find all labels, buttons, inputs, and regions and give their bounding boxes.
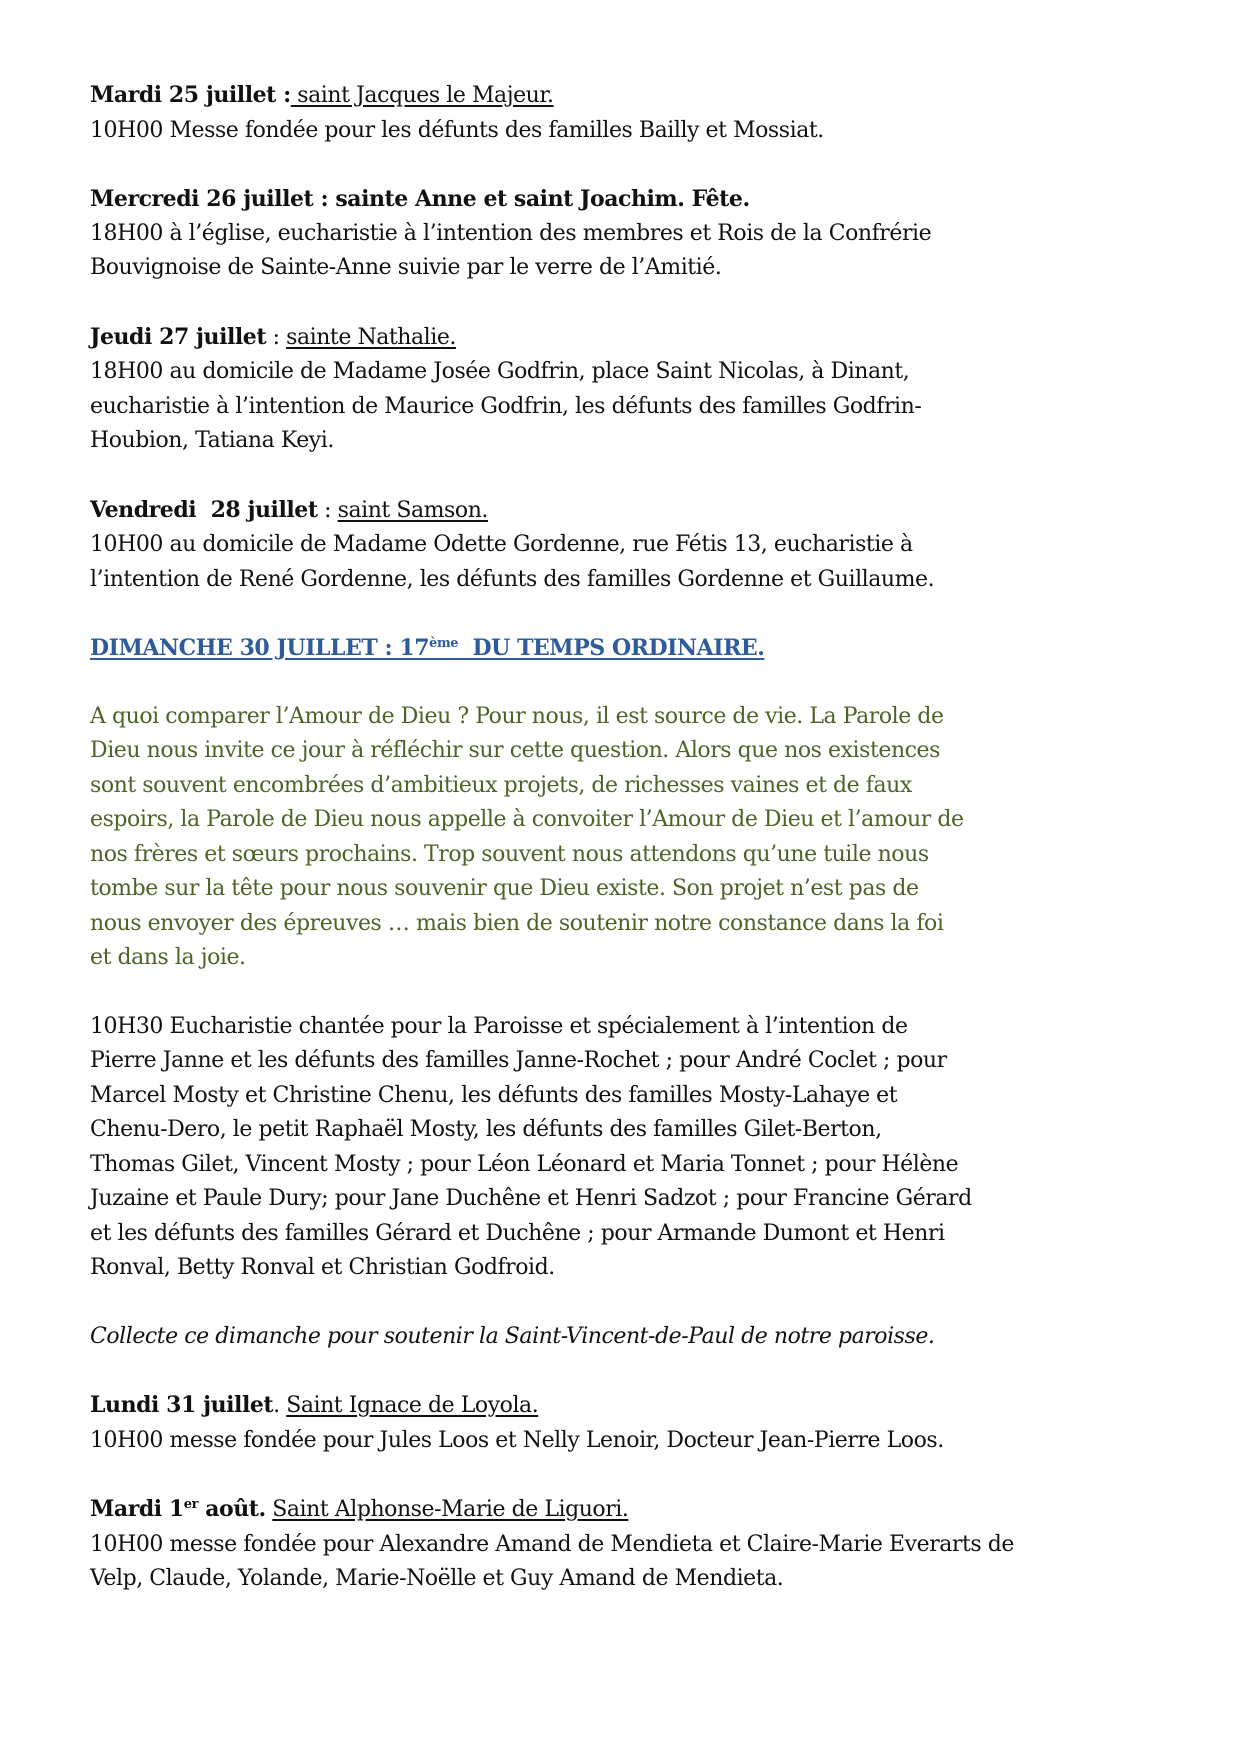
entry-saint: Saint Alphonse-Marie de Liguori. (272, 1497, 629, 1522)
entry-day: Mercredi 26 juillet : sainte Anne et saint Joachim. Fête. (90, 186, 750, 212)
entry-text-line: 18H00 à l’église, eucharistie à l’intention des membres et Rois de la Confrérie (90, 220, 932, 246)
mass-line: Chenu-Dero, le petit Raphaël Mosty, les défunts des familles Gilet-Berton, (90, 1117, 882, 1142)
sunday-heading: DIMANCHE 30 JUILLET : 17ème DU TEMPS ORDINAIRE. (90, 635, 765, 661)
reflection-line: A quoi comparer l’Amour de Dieu ? Pour nous, il est source de vie. La Parole de (90, 703, 944, 729)
entry-mardi-25 (90, 78, 1162, 148)
entry-text-line: 18H00 au domicile de Madame Josée Godfrin, place Saint Nicolas, à Dinant, (90, 359, 910, 384)
entry-text-line: 10H00 messe fondée pour Jules Loos et Nelly Lenoir, Docteur Jean-Pierre Loos. (90, 1427, 944, 1453)
entry-text-line: Houbion, Tatiana Keyi. (90, 428, 334, 453)
entry-separator: . (273, 1393, 287, 1418)
entry-vendredi-28 (90, 493, 1162, 598)
entry-day: Mardi 1er août. (90, 1496, 266, 1522)
mass-line: Marcel Mosty et Christine Chenu, les défunts des familles Mosty-Lahaye et (90, 1082, 898, 1108)
entry-day: Lundi 31 juillet (90, 1392, 274, 1418)
entry-text-line: Velp, Claude, Yolande, Marie-Noëlle et Guy Amand de Mendieta. (90, 1566, 784, 1591)
sunday-reflection (90, 700, 1162, 976)
reflection-line: nous envoyer des épreuves … mais bien de soutenir notre constance dans la foi (90, 910, 944, 936)
bulletin-page (90, 78, 1162, 1597)
entry-lundi-31 (90, 1388, 1162, 1458)
mass-line: Pierre Janne et les défunts des familles Janne-Rochet ; pour André Coclet ; pour (90, 1048, 947, 1073)
reflection-line: et dans la joie. (90, 945, 246, 970)
entry-day: Jeudi 27 juillet (90, 323, 267, 350)
sunday-mass-intentions (90, 1010, 1162, 1286)
entry-separator: : (266, 324, 287, 350)
entry-text-line: eucharistie à l’intention de Maurice Godfrin, les défunts des familles Godfrin- (90, 393, 922, 419)
entry-text-line: 10H00 Messe fondée pour les défunts des familles Bailly et Mossiat. (90, 117, 824, 143)
reflection-line: nos frères et sœurs prochains. Trop souvent nous attendons qu’une tuile nous (90, 841, 929, 867)
entry-saint: sainte Nathalie. (286, 324, 456, 350)
entry-text-line: 10H00 au domicile de Madame Odette Gordenne, rue Fétis 13, eucharistie à (90, 532, 913, 557)
mass-line: et les défunts des familles Gérard et Duchêne ; pour Armande Dumont et Henri (90, 1220, 945, 1246)
entry-mardi-1 (90, 1492, 1162, 1597)
entry-mercredi-26 (90, 182, 1162, 286)
entry-text-line: 10H00 messe fondée pour Alexandre Amand de Mendieta et Claire-Marie Everarts de (90, 1531, 1014, 1557)
entry-separator: : (317, 497, 338, 523)
entry-saint: Saint Ignace de Loyola. (286, 1393, 539, 1418)
entry-saint: saint Jacques le Majeur. (290, 83, 554, 108)
reflection-line: Dieu nous invite ce jour à réfléchir sur cette question. Alors que nos existences (90, 738, 940, 763)
mass-line: Juzaine et Paule Dury; pour Jane Duchêne et Henri Sadzot ; pour Francine Gérard (90, 1186, 972, 1211)
entry-day: Vendredi 28 juillet (90, 496, 318, 523)
reflection-line: espoirs, la Parole de Dieu nous appelle à convoiter l’Amour de Dieu et l’amour de (90, 807, 964, 832)
entry-text-line: l’intention de René Gordenne, les défunts des familles Gordenne et Guillaume. (90, 566, 935, 592)
mass-line: Thomas Gilet, Vincent Mosty ; pour Léon Léonard et Maria Tonnet ; pour Hélène (90, 1151, 959, 1177)
mass-line: 10H30 Eucharistie chantée pour la Paroisse et spécialement à l’intention de (90, 1013, 908, 1039)
entry-saint: saint Samson. (337, 497, 488, 523)
collect-note: Collecte ce dimanche pour soutenir la Saint-Vincent-de-Paul de notre paroisse. (90, 1323, 935, 1349)
reflection-line: sont souvent encombrées d’ambitieux projets, de richesses vaines et de faux (90, 772, 912, 798)
entry-text-line: Bouvignoise de Sainte-Anne suivie par le verre de l’Amitié. (90, 255, 722, 280)
entry-jeudi-27 (90, 320, 1162, 459)
entry-day: Mardi 25 juillet : (90, 82, 291, 108)
mass-line: Ronval, Betty Ronval et Christian Godfroid. (90, 1255, 555, 1280)
reflection-line: tombe sur la tête pour nous souvenir que Dieu existe. Son projet n’est pas de (90, 876, 919, 901)
